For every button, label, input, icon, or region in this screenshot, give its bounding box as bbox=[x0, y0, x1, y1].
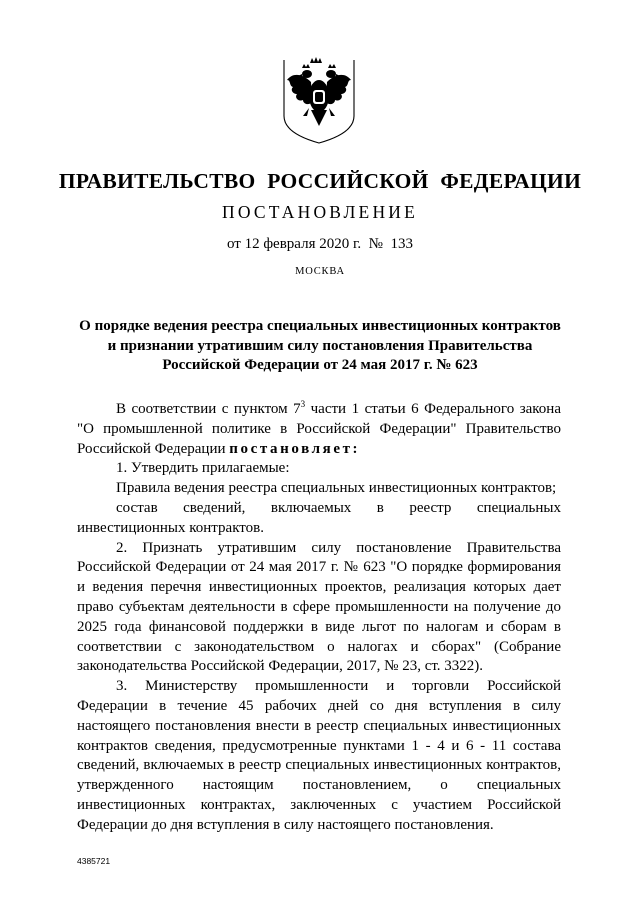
document-city: МОСКВА bbox=[295, 266, 345, 277]
resolves-word: постановляет: bbox=[229, 440, 361, 457]
document-heading bbox=[70, 317, 570, 376]
heading-line: и признании утратившим силу постановления Правительства bbox=[107, 337, 533, 354]
heading-line: О порядке ведения реестра специальных инвестиционных контрактов bbox=[79, 318, 561, 334]
footnote-superscript: 3 bbox=[300, 399, 306, 409]
document-body bbox=[77, 400, 561, 836]
item-1-a: Правила ведения реестра специальных инвестиционных контрактов; bbox=[116, 480, 557, 497]
item-3: 3. Министерству промышленности и торговли Российской Федерации в течение 45 рабочих дней со дня вступления в силу настоящего постановления внести в реестр специальных инвестиционных контрактов сведения, предусмотренные пунктами 1 - 4 и 6 - 11 состава сведений, включаемых в реестр специальных инвестиционных контрактов, утвержденного настоящим постановлением, о специальных инвестиционных контрактах, заключенных с участием Российской Федерации до дня вступления в силу настоящего постановления. bbox=[77, 678, 561, 833]
coat-of-arms-icon bbox=[281, 56, 357, 144]
item-1: 1. Утвердить прилагаемые: bbox=[116, 460, 290, 477]
document-type: ПОСТАНОВЛЕНИЕ bbox=[221, 202, 419, 222]
preamble-paragraph: В соответствии с пунктом $7^3$ части 1 статьи 6 Федерального закона "О промышленной политике в Российской Федерации" Правительство Российской Федерации постановляет: bbox=[77, 399, 561, 457]
government-title: ПРАВИТЕЛЬСТВО РОССИЙСКОЙ ФЕДЕРАЦИИ bbox=[58, 169, 582, 193]
document-date-number: от 12 февраля 2020 г. № 133 bbox=[226, 236, 413, 252]
item-2: 2. Признать утратившим силу постановление Правительства Российской Федерации от 24 мая 2017 г. № 623 "О порядке формирования и ведения перечня инвестиционных проектов, реализация которых дает право субъектам деятельности в сфере промышленности на получение до 2025 года финансовой поддержки в виде льгот по налогам и сборам в соответствии с законодательством о налогах и сборах" (Собрание законодательства Российской Федерации, 2017, № 23, ст. 3322). bbox=[77, 539, 561, 675]
item-1-b: состав сведений, включаемых в реестр специальных инвестиционных контрактов. bbox=[77, 499, 561, 536]
heading-line: Российской Федерации от 24 мая 2017 г. № 623 bbox=[162, 357, 478, 373]
document-code: 4385721 bbox=[77, 856, 111, 866]
